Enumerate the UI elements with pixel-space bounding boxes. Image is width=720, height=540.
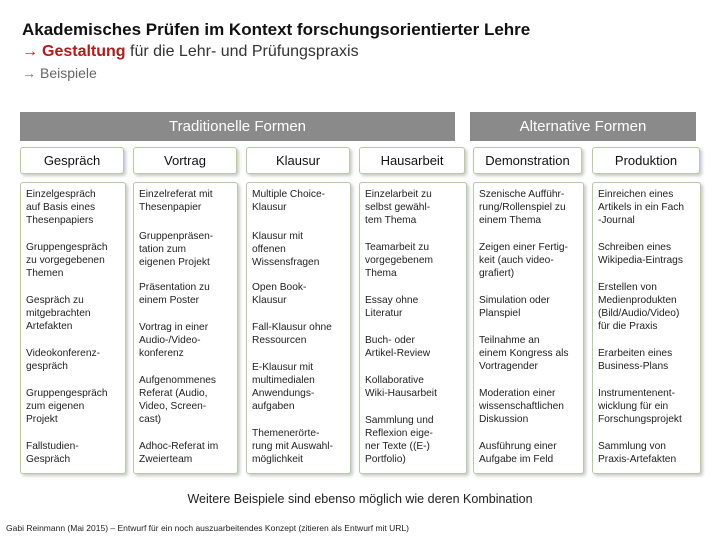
list-item: Buch- oder Artikel-Review [365,335,431,359]
column-gespraech [20,182,126,474]
list-item: Erarbeiten eines Business-Plans [598,348,673,372]
list-item: Gruppenpräsen- tation zum eigenen Projekt [139,231,214,268]
arrow-right-icon: → [22,43,38,60]
column-header-vortrag: Vortrag [133,147,237,174]
list-item: Klausur mit offenen Wissensfragen [252,231,320,268]
subtitle-secondary-text: Beispiele [40,65,97,81]
list-item: Kollaborative Wiki-Hausarbeit [365,375,437,399]
list-item: Sammlung von Praxis-Artefakten [598,441,677,465]
list-item: Zeigen einer Fertig- keit (auch video- grafiert) [479,242,568,279]
column-header-klausur: Klausur [246,147,350,174]
column-header-hausarbeit: Hausarbeit [359,147,465,174]
list-item: Gruppengespräch zu vorgegebenen Themen [26,242,108,279]
group-alternative: Alternative Formen [470,112,696,141]
list-item: Teilnahme an einem Kongress als Vortragender [479,335,569,372]
list-item: Präsentation zu einem Poster [139,282,210,306]
list-item: Videokonferenz- gespräch [26,348,101,372]
list-item: Vortrag in einer Audio-/Video- konferenz [139,322,209,359]
list-item: Moderation einer wissenschaftlichen Diskussion [479,388,564,425]
subtitle-secondary [22,65,97,81]
list-item: Ausführung einer Aufgabe im Feld [479,441,557,465]
list-item: Teamarbeit zu vorgegebenem Thema [365,242,433,279]
list-item: Fallstudien- Gespräch [26,441,79,465]
page-title: Akademisches Prüfen im Kontext forschungsorientierter Lehre [22,20,531,39]
list-item: Open Book- Klausur [252,282,307,306]
list-item: Themenerörte- rung mit Auswahl- möglichkeit [252,428,333,465]
list-item: Instrumentenent- wicklung für ein Forschungsprojekt [598,388,682,425]
list-item: Gruppengespräch zum eigenen Projekt [26,388,108,425]
group-traditional: Traditionelle Formen [20,112,455,141]
column-klausur [246,182,351,474]
list-item: Einzelarbeit zu selbst gewähl- tem Thema [365,189,432,226]
column-hausarbeit [359,182,467,474]
citation: Gabi Reinmann (Mai 2015) – Entwurf für ein noch auszuarbeitendes Konzept (zitieren als Entwurf mit URL) [6,523,409,533]
list-item: Einzelreferat mit Thesenpapier [139,189,213,213]
footer-note: Weitere Beispiele sind ebenso möglich wie deren Kombination [187,492,533,506]
list-item: Einreichen eines Artikels in ein Fach -Journal [598,189,685,226]
column-header-gespraech: Gespräch [20,147,124,174]
list-item: Aufgenommenes Referat (Audio, Video, Screen- cast) [139,375,217,425]
list-item: E-Klausur mit multimedialen Anwendungs- aufgaben [252,362,315,412]
list-item: Gespräch zu mitgebrachten Artefakten [26,295,91,332]
subtitle [22,43,359,61]
list-item: Simulation oder Planspiel [479,295,550,319]
list-item: Multiple Choice- Klausur [252,189,326,213]
list-item: Sammlung und Reflexion eige- ner Texte ((E-) Portfolio) [365,415,434,465]
list-item: Erstellen von Medienprodukten (Bild/Audio/Video) für die Praxis [598,282,680,332]
column-vortrag [133,182,238,474]
list-item: Adhoc-Referat im Zweierteam [139,441,219,465]
list-item: Essay ohne Literatur [365,295,419,319]
list-item: Schreiben eines Wikipedia-Eintrags [598,242,683,266]
column-demonstration [473,182,584,474]
arrow-right-icon: → [22,65,36,81]
list-item: Fall-Klausur ohne Ressourcen [252,322,332,346]
column-header-produktion: Produktion [592,147,700,174]
list-item: Szenische Aufführ- rung/Rollenspiel zu einem Thema [479,189,566,226]
subtitle-rest: für die Lehr- und Prüfungspraxis [125,43,359,60]
column-header-demonstration: Demonstration [473,147,582,174]
subtitle-highlight: Gestaltung [42,43,126,60]
column-produktion [592,182,701,474]
list-item: Einzelgespräch auf Basis eines Thesenpapiers [26,189,96,226]
